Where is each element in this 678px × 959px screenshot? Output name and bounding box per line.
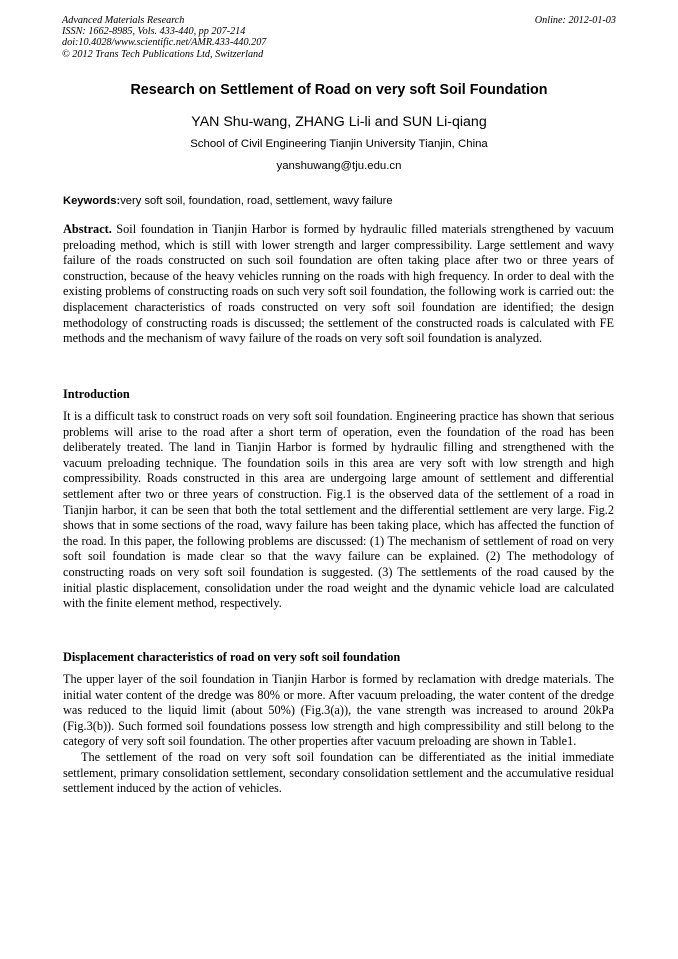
keywords <box>63 195 617 207</box>
copyright-line: © 2012 Trans Tech Publications Ltd, Switzerland <box>62 48 264 60</box>
section-heading-displacement: Displacement characteristics of road on very soft soil foundation <box>63 650 401 664</box>
doi-line: doi:10.4028/www.scientific.net/AMR.433-440.207 <box>62 37 267 49</box>
paragraph: It is a difficult task to construct roads on very soft soil foundation. Engineering practice has shown that serious problems will arise to the road after a short term of operation, even the foundation of the road has been deliberately treated. The land in Tianjin Harbor is formed by hydraulic filling and strengthened with the vacuum preloading technique. The foundation soils in this area are very soft with low strength and high compressibility. Roads constructed in this area are undergoing large amount of settlement and differential settlement after two or three years of construction. Fig.1 is the observed data of the settlement of a road in Tianjin harbor, it can be seen that both the total settlement and the differential settlement are very large. Fig.2 shows that in some sections of the road, wavy failure has been taking place, which has affected the function of the road. In this paper, the following problems are discussed: (1) The mechanism of settlement of road on very soft soil foundation is made clear so that the wavy failure can be explained. (2) The methodology of constructing roads on very soft soil foundation is suggested. (3) The settlements of the road caused by the initial plastic displacement, consolidation under the road weight and the dynamic vehicle load are calculated with the finite element method, respectively. <box>63 409 614 611</box>
displacement-body <box>63 672 614 797</box>
author-email: yanshuwang@tju.edu.cn <box>276 160 402 172</box>
paper-title: Research on Settlement of Road on very soft Soil Foundation <box>130 82 548 98</box>
online-date: Online: 2012-01-03 <box>534 15 616 26</box>
affiliation: School of Civil Engineering Tianjin University Tianjin, China <box>190 138 488 150</box>
issn-line: ISSN: 1662-8985, Vols. 433-440, pp 207-214 <box>62 26 246 38</box>
abstract-text: Soil foundation in Tianjin Harbor is formed by hydraulic filled materials strengthened by vacuum preloading method, which is still with lower strength and larger compressibility. Large settlement and wavy failure of the roads constructed on such soil foundation are often taking place after two or three years of construction, because of the heavy vehicles running on the roads with high frequency. In order to deal with the existing problems of constructing roads on such very soft soil foundation, the following work is carried out: the displacement characteristics of roads constructed on very soft soil foundation are identified; the design methodology of constructing roads is discussed; the settlement of the constructed roads is calculated with FE methods and the mechanism of wavy failure of the roads on very soft soil foundation is analyzed. <box>63 222 614 346</box>
journal-header <box>62 15 616 60</box>
section-heading-introduction: Introduction <box>63 387 130 401</box>
authors: YAN Shu-wang, ZHANG Li-li and SUN Li-qiang <box>191 114 487 130</box>
paragraph: The settlement of the road on very soft soil foundation can be differentiated as the initial immediate settlement, primary consolidation settlement, secondary consolidation settlement and the accumulative residual settlement induced by the action of vehicles. <box>63 749 614 796</box>
keywords-text: very soft soil, foundation, road, settlement, wavy failure <box>120 195 393 207</box>
abstract-label: Abstract. <box>63 222 112 236</box>
paragraph: The upper layer of the soil foundation in Tianjin Harbor is formed by reclamation with dredge materials. The initial water content of the dredge was 80% or more. After vacuum preloading, the water content of the dredge was reduced to the liquid limit (about 50%) (Fig.3(a)), the vane strength was increased to around 20kPa (Fig.3(b)). Such formed soil foundations possess low strength and high compressibility and still belong to the category of very soft soil foundation. The other properties after vacuum preloading are shown in Table1. <box>63 672 614 749</box>
abstract <box>63 222 614 347</box>
journal-name: Advanced Materials Research <box>62 15 185 26</box>
introduction-body <box>63 409 614 612</box>
keywords-label: Keywords: <box>63 195 121 207</box>
